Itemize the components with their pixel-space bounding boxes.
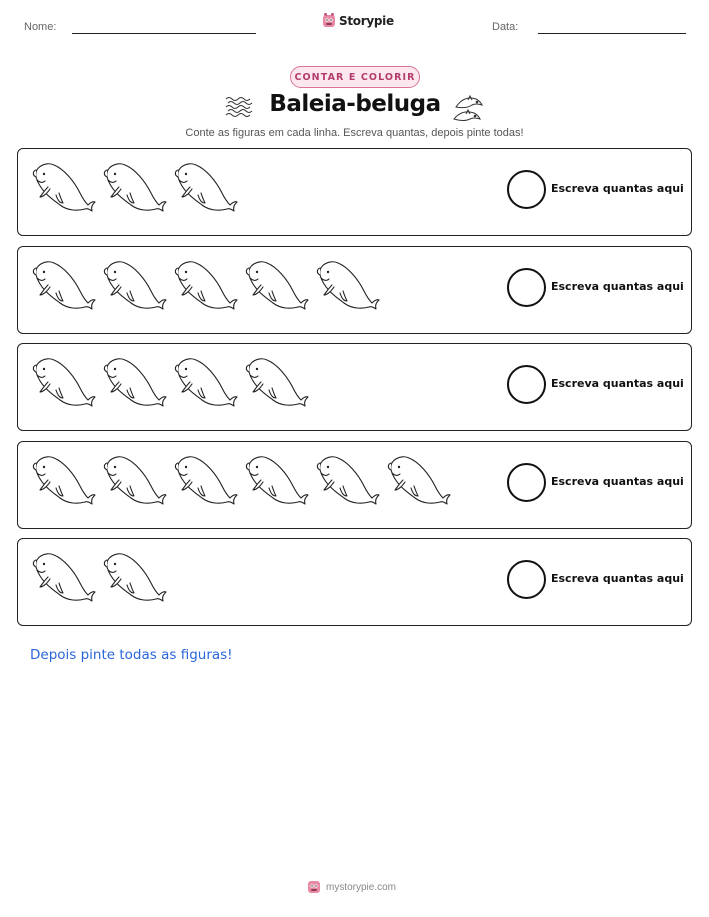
beluga-whale-icon xyxy=(314,257,380,317)
brand-name: Storypie xyxy=(339,14,394,28)
beluga-whale-icon xyxy=(30,549,96,609)
beluga-whale-icon xyxy=(101,354,167,414)
beluga-whale-icon xyxy=(30,159,96,219)
beluga-whale-icon xyxy=(243,257,309,317)
beluga-whale-icon xyxy=(172,159,238,219)
answer-circle[interactable] xyxy=(507,170,546,209)
footer-url: mystorypie.com xyxy=(326,881,397,893)
answer-label: Escreva quantas aqui xyxy=(551,280,684,293)
page-title: Baleia-beluga xyxy=(269,91,441,117)
beluga-whale-icon xyxy=(30,354,96,414)
beluga-whale-icon xyxy=(30,452,96,512)
beluga-whale-icon xyxy=(101,452,167,512)
counting-row-1 xyxy=(17,148,692,236)
counting-row-5 xyxy=(17,538,692,626)
counting-row-3 xyxy=(17,343,692,431)
water-waves-icon xyxy=(224,95,256,117)
activity-badge: CONTAR E COLORIR xyxy=(290,66,420,88)
answer-label: Escreva quantas aqui xyxy=(551,475,684,488)
brand xyxy=(322,13,394,29)
beluga-whale-icon xyxy=(172,452,238,512)
beluga-whale-icon xyxy=(101,257,167,317)
dolphins-icon xyxy=(450,91,486,125)
answer-circle[interactable] xyxy=(507,463,546,502)
answer-circle[interactable] xyxy=(507,560,546,599)
beluga-whale-icon xyxy=(314,452,380,512)
answer-label: Escreva quantas aqui xyxy=(551,377,684,390)
beluga-whale-icon xyxy=(30,257,96,317)
footer xyxy=(307,879,396,895)
answer-label: Escreva quantas aqui xyxy=(551,182,684,195)
answer-circle[interactable] xyxy=(507,365,546,404)
beluga-whale-icon xyxy=(101,159,167,219)
counting-row-4 xyxy=(17,441,692,529)
beluga-whale-icon xyxy=(172,354,238,414)
instructions-subtitle: Conte as figuras em cada linha. Escreva quantas, depois pinte todas! xyxy=(185,127,524,139)
name-label: Nome: xyxy=(24,21,57,33)
beluga-whale-icon xyxy=(172,257,238,317)
date-label: Data: xyxy=(492,21,519,33)
beluga-whale-icon xyxy=(243,354,309,414)
answer-circle[interactable] xyxy=(507,268,546,307)
beluga-whale-icon xyxy=(101,549,167,609)
beluga-whale-icon xyxy=(243,452,309,512)
storypie-logo-icon xyxy=(322,13,336,29)
storypie-logo-icon xyxy=(307,879,321,895)
date-line xyxy=(538,33,686,34)
title-row xyxy=(0,91,709,125)
counting-row-2 xyxy=(17,246,692,334)
beluga-whale-icon xyxy=(385,452,451,512)
color-instruction: Depois pinte todas as figuras! xyxy=(30,647,233,663)
answer-label: Escreva quantas aqui xyxy=(551,572,684,585)
name-line xyxy=(72,33,256,34)
